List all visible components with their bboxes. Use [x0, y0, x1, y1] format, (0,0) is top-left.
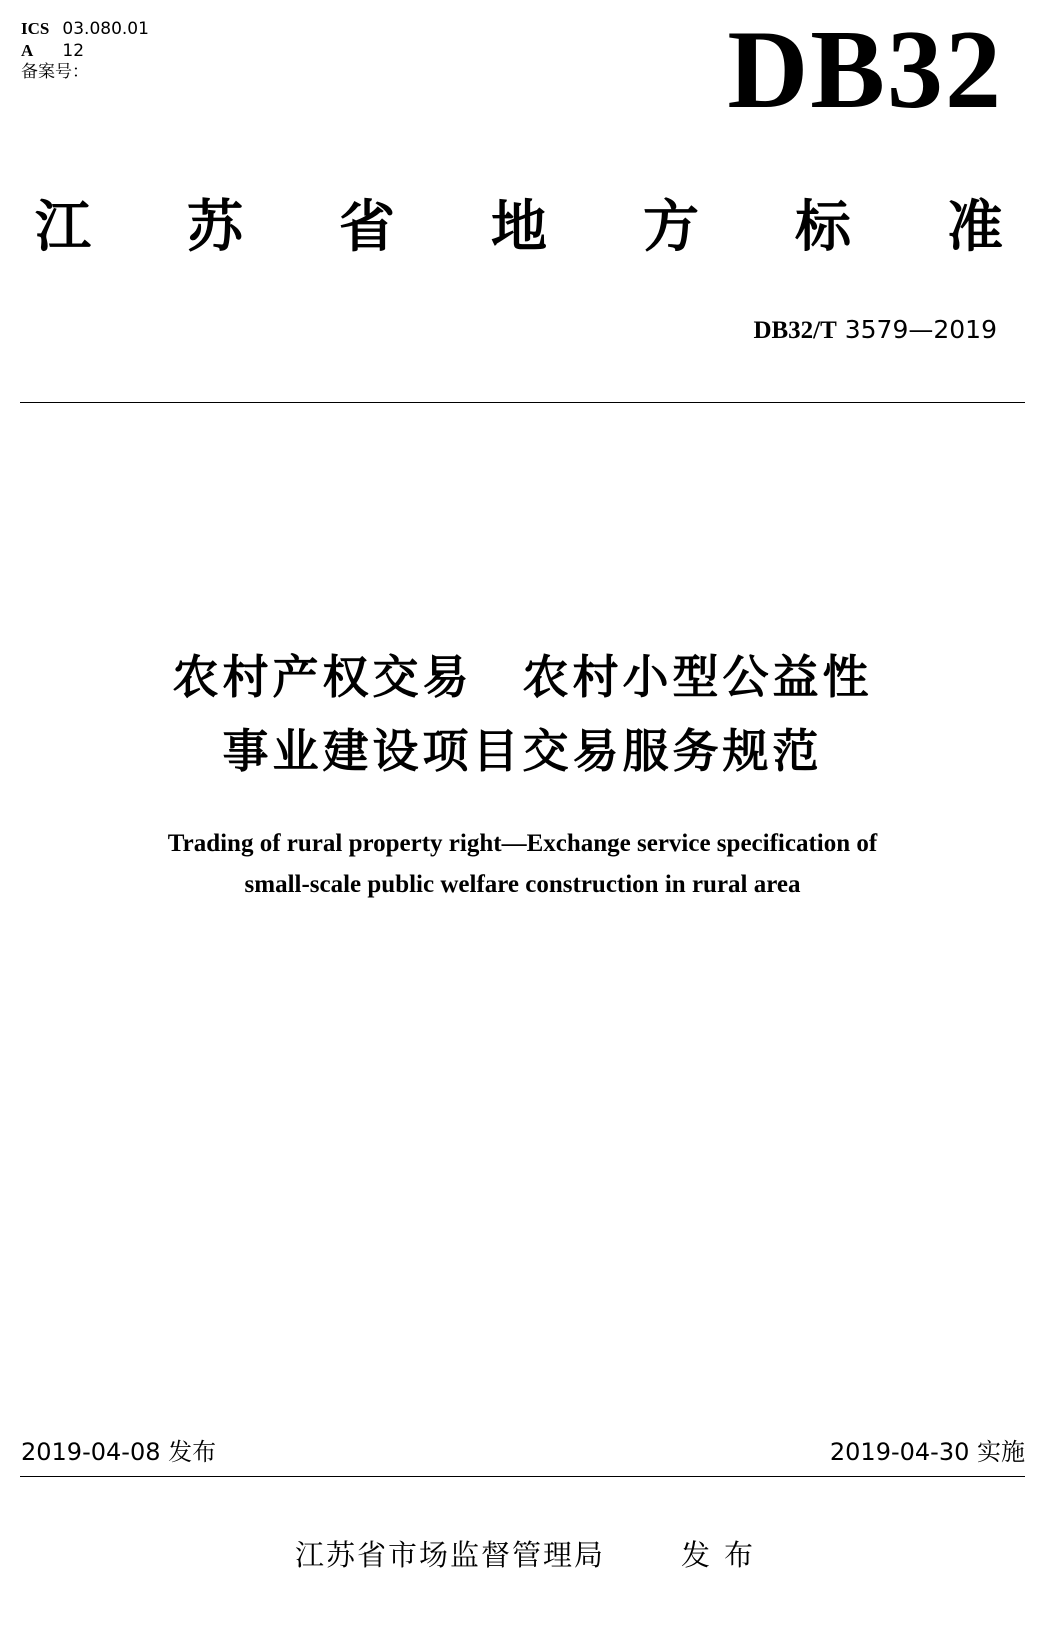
- issue-action: 发布: [681, 1538, 768, 1572]
- standard-number: [753, 315, 997, 346]
- standard-type-char: 省: [339, 195, 395, 260]
- chinese-title-line-1: 农村产权交易 农村小型公益性: [172, 650, 873, 704]
- classification-codes: [21, 18, 149, 83]
- issuing-authority: 江苏省市场监督管理局: [295, 1538, 606, 1572]
- standard-logo: DB32: [727, 8, 1003, 132]
- standard-type-char: 准: [947, 195, 1003, 260]
- ics-row: [21, 18, 149, 40]
- ics-value: 03.080.01: [62, 19, 149, 39]
- ics-label: ICS: [21, 19, 50, 38]
- standard-number-prefix: DB32/T: [753, 317, 837, 344]
- english-title-line-2: small-scale public welfare construction in rural area: [244, 871, 801, 898]
- standard-type-char: 标: [795, 195, 851, 260]
- ccs-label: A: [21, 41, 34, 60]
- english-title: [0, 823, 1045, 905]
- standard-number-value: 3579—2019: [844, 315, 997, 344]
- bottom-divider: [20, 1476, 1025, 1477]
- standard-type-char: 苏: [187, 195, 243, 260]
- standard-type-char: 江: [35, 195, 91, 260]
- standard-type-char: 地: [491, 195, 547, 260]
- english-title-line-1: Trading of rural property right—Exchange service specification of: [167, 830, 878, 857]
- issue-date: 2019-04-08 发布: [21, 1438, 217, 1466]
- top-divider: [20, 402, 1025, 403]
- filing-label: 备案号：: [21, 62, 89, 82]
- implementation-date: 2019-04-30 实施: [829, 1438, 1025, 1466]
- filing-row: [21, 62, 149, 83]
- standard-type-heading: [35, 195, 1003, 260]
- standard-type-char: 方: [643, 195, 699, 260]
- ccs-value: 12: [62, 41, 85, 61]
- ccs-row: [21, 40, 149, 62]
- chinese-title-line-2: 事业建设项目交易服务规范: [222, 724, 823, 778]
- chinese-title: [0, 640, 1045, 788]
